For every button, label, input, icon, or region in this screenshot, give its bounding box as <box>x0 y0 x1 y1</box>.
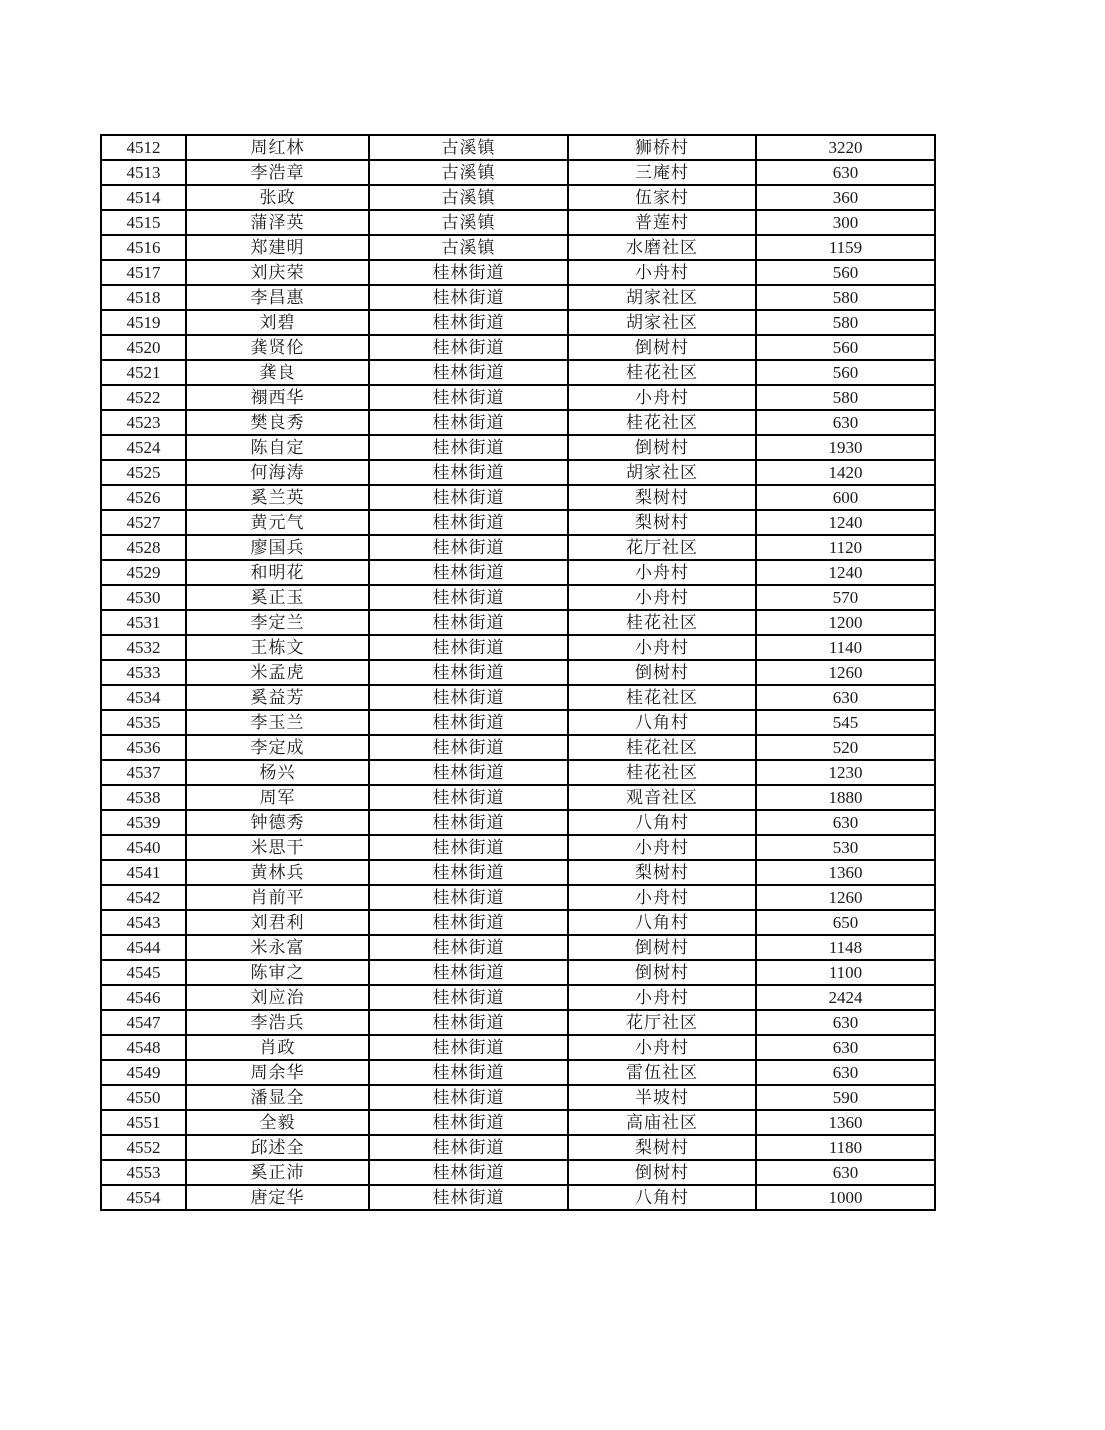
cell-amount: 1240 <box>756 510 935 535</box>
table-row <box>101 260 935 285</box>
cell-name: 奚益芳 <box>186 685 369 710</box>
cell-village: 桂花社区 <box>568 410 756 435</box>
cell-name: 奚兰英 <box>186 485 369 510</box>
cell-id: 4516 <box>101 235 186 260</box>
cell-name: 张政 <box>186 185 369 210</box>
cell-amount: 520 <box>756 735 935 760</box>
cell-amount: 545 <box>756 710 935 735</box>
cell-village: 胡家社区 <box>568 310 756 335</box>
table-row <box>101 135 935 160</box>
cell-name: 刘应治 <box>186 985 369 1010</box>
cell-amount: 1240 <box>756 560 935 585</box>
cell-town: 古溪镇 <box>369 210 568 235</box>
cell-village: 小舟村 <box>568 835 756 860</box>
table-row <box>101 735 935 760</box>
cell-name: 樊良秀 <box>186 410 369 435</box>
table-row <box>101 885 935 910</box>
table-row <box>101 1110 935 1135</box>
cell-town: 古溪镇 <box>369 185 568 210</box>
cell-town: 桂林街道 <box>369 1135 568 1160</box>
cell-village: 倒树村 <box>568 435 756 460</box>
table-row <box>101 185 935 210</box>
cell-name: 黄林兵 <box>186 860 369 885</box>
cell-name: 邱述全 <box>186 1135 369 1160</box>
cell-village: 桂花社区 <box>568 735 756 760</box>
cell-amount: 650 <box>756 910 935 935</box>
cell-name: 李浩兵 <box>186 1010 369 1035</box>
cell-town: 桂林街道 <box>369 535 568 560</box>
cell-town: 桂林街道 <box>369 1185 568 1210</box>
cell-town: 桂林街道 <box>369 260 568 285</box>
cell-village: 桂花社区 <box>568 360 756 385</box>
cell-village: 倒树村 <box>568 660 756 685</box>
cell-amount: 630 <box>756 410 935 435</box>
cell-id: 4517 <box>101 260 186 285</box>
cell-name: 陈自定 <box>186 435 369 460</box>
cell-amount: 1360 <box>756 1110 935 1135</box>
cell-id: 4529 <box>101 560 186 585</box>
cell-amount: 1180 <box>756 1135 935 1160</box>
cell-village: 八角村 <box>568 910 756 935</box>
cell-village: 伍家村 <box>568 185 756 210</box>
cell-village: 小舟村 <box>568 885 756 910</box>
cell-name: 李浩章 <box>186 160 369 185</box>
cell-id: 4526 <box>101 485 186 510</box>
table-row <box>101 760 935 785</box>
cell-amount: 580 <box>756 285 935 310</box>
cell-village: 倒树村 <box>568 335 756 360</box>
cell-village: 高庙社区 <box>568 1110 756 1135</box>
table-row <box>101 1035 935 1060</box>
cell-village: 桂花社区 <box>568 685 756 710</box>
cell-id: 4551 <box>101 1110 186 1135</box>
cell-village: 梨树村 <box>568 1135 756 1160</box>
cell-amount: 1159 <box>756 235 935 260</box>
cell-village: 八角村 <box>568 710 756 735</box>
table-row <box>101 685 935 710</box>
cell-town: 桂林街道 <box>369 1085 568 1110</box>
cell-village: 小舟村 <box>568 385 756 410</box>
table-row <box>101 935 935 960</box>
cell-village: 水磨社区 <box>568 235 756 260</box>
table-row <box>101 810 935 835</box>
cell-name: 何海涛 <box>186 460 369 485</box>
cell-village: 八角村 <box>568 1185 756 1210</box>
cell-village: 小舟村 <box>568 560 756 585</box>
cell-town: 桂林街道 <box>369 560 568 585</box>
table-row <box>101 310 935 335</box>
cell-town: 桂林街道 <box>369 1160 568 1185</box>
cell-town: 桂林街道 <box>369 810 568 835</box>
cell-town: 桂林街道 <box>369 1110 568 1135</box>
table-row <box>101 1135 935 1160</box>
cell-amount: 630 <box>756 810 935 835</box>
cell-village: 花厅社区 <box>568 1010 756 1035</box>
cell-name: 肖前平 <box>186 885 369 910</box>
cell-town: 桂林街道 <box>369 885 568 910</box>
cell-amount: 1930 <box>756 435 935 460</box>
cell-name: 陈审之 <box>186 960 369 985</box>
cell-village: 小舟村 <box>568 985 756 1010</box>
cell-town: 桂林街道 <box>369 610 568 635</box>
cell-id: 4515 <box>101 210 186 235</box>
cell-id: 4539 <box>101 810 186 835</box>
cell-town: 桂林街道 <box>369 1060 568 1085</box>
cell-id: 4525 <box>101 460 186 485</box>
cell-amount: 360 <box>756 185 935 210</box>
table-row <box>101 1185 935 1210</box>
table-row <box>101 860 935 885</box>
cell-name: 米思干 <box>186 835 369 860</box>
table-row <box>101 1060 935 1085</box>
cell-town: 桂林街道 <box>369 710 568 735</box>
cell-town: 桂林街道 <box>369 935 568 960</box>
cell-town: 桂林街道 <box>369 660 568 685</box>
cell-village: 倒树村 <box>568 960 756 985</box>
cell-village: 雷伍社区 <box>568 1060 756 1085</box>
cell-name: 刘君利 <box>186 910 369 935</box>
cell-name: 周红林 <box>186 135 369 160</box>
cell-town: 桂林街道 <box>369 335 568 360</box>
cell-town: 桂林街道 <box>369 385 568 410</box>
cell-town: 桂林街道 <box>369 485 568 510</box>
cell-id: 4548 <box>101 1035 186 1060</box>
cell-amount: 1120 <box>756 535 935 560</box>
cell-id: 4541 <box>101 860 186 885</box>
cell-name: 钟德秀 <box>186 810 369 835</box>
cell-name: 李昌惠 <box>186 285 369 310</box>
table-row <box>101 385 935 410</box>
cell-id: 4542 <box>101 885 186 910</box>
records-table <box>100 134 936 1211</box>
cell-town: 桂林街道 <box>369 410 568 435</box>
cell-amount: 1260 <box>756 660 935 685</box>
cell-town: 古溪镇 <box>369 160 568 185</box>
cell-id: 4536 <box>101 735 186 760</box>
cell-amount: 590 <box>756 1085 935 1110</box>
cell-name: 潘显全 <box>186 1085 369 1110</box>
cell-town: 桂林街道 <box>369 285 568 310</box>
cell-town: 桂林街道 <box>369 1010 568 1035</box>
table-row <box>101 235 935 260</box>
cell-name: 李定兰 <box>186 610 369 635</box>
cell-id: 4519 <box>101 310 186 335</box>
cell-amount: 560 <box>756 360 935 385</box>
cell-village: 小舟村 <box>568 635 756 660</box>
cell-amount: 1140 <box>756 635 935 660</box>
cell-id: 4530 <box>101 585 186 610</box>
cell-town: 桂林街道 <box>369 960 568 985</box>
cell-village: 小舟村 <box>568 585 756 610</box>
cell-amount: 1000 <box>756 1185 935 1210</box>
cell-amount: 1360 <box>756 860 935 885</box>
cell-town: 桂林街道 <box>369 760 568 785</box>
cell-town: 古溪镇 <box>369 235 568 260</box>
table-row <box>101 785 935 810</box>
cell-id: 4522 <box>101 385 186 410</box>
cell-id: 4543 <box>101 910 186 935</box>
cell-village: 普莲村 <box>568 210 756 235</box>
table-row <box>101 1010 935 1035</box>
cell-amount: 530 <box>756 835 935 860</box>
cell-name: 全毅 <box>186 1110 369 1135</box>
cell-town: 桂林街道 <box>369 785 568 810</box>
cell-amount: 580 <box>756 310 935 335</box>
cell-village: 倒树村 <box>568 935 756 960</box>
cell-id: 4528 <box>101 535 186 560</box>
cell-name: 禤西华 <box>186 385 369 410</box>
table-row <box>101 585 935 610</box>
cell-amount: 1100 <box>756 960 935 985</box>
cell-amount: 580 <box>756 385 935 410</box>
cell-id: 4546 <box>101 985 186 1010</box>
cell-id: 4531 <box>101 610 186 635</box>
table-row <box>101 610 935 635</box>
cell-town: 桂林街道 <box>369 860 568 885</box>
cell-name: 龚良 <box>186 360 369 385</box>
table-row <box>101 835 935 860</box>
cell-village: 小舟村 <box>568 1035 756 1060</box>
cell-village: 八角村 <box>568 810 756 835</box>
cell-name: 刘碧 <box>186 310 369 335</box>
cell-town: 桂林街道 <box>369 635 568 660</box>
cell-village: 桂花社区 <box>568 610 756 635</box>
table-row <box>101 635 935 660</box>
cell-village: 小舟村 <box>568 260 756 285</box>
cell-name: 奚正玉 <box>186 585 369 610</box>
table-row <box>101 435 935 460</box>
cell-town: 桂林街道 <box>369 435 568 460</box>
cell-village: 梨树村 <box>568 860 756 885</box>
cell-name: 米永富 <box>186 935 369 960</box>
cell-id: 4538 <box>101 785 186 810</box>
cell-village: 倒树村 <box>568 1160 756 1185</box>
cell-village: 胡家社区 <box>568 460 756 485</box>
cell-id: 4514 <box>101 185 186 210</box>
table-row <box>101 660 935 685</box>
table-row <box>101 360 935 385</box>
cell-name: 唐定华 <box>186 1185 369 1210</box>
cell-name: 王栋文 <box>186 635 369 660</box>
cell-id: 4535 <box>101 710 186 735</box>
cell-amount: 630 <box>756 1060 935 1085</box>
cell-amount: 1230 <box>756 760 935 785</box>
table-row <box>101 1160 935 1185</box>
table-row <box>101 560 935 585</box>
cell-name: 肖政 <box>186 1035 369 1060</box>
table-row <box>101 960 935 985</box>
cell-id: 4544 <box>101 935 186 960</box>
table-row <box>101 910 935 935</box>
cell-name: 周余华 <box>186 1060 369 1085</box>
table-row <box>101 160 935 185</box>
cell-id: 4545 <box>101 960 186 985</box>
cell-town: 桂林街道 <box>369 510 568 535</box>
cell-amount: 630 <box>756 160 935 185</box>
table-row <box>101 335 935 360</box>
cell-town: 桂林街道 <box>369 985 568 1010</box>
cell-id: 4552 <box>101 1135 186 1160</box>
cell-name: 李定成 <box>186 735 369 760</box>
cell-id: 4554 <box>101 1185 186 1210</box>
cell-village: 花厅社区 <box>568 535 756 560</box>
cell-town: 桂林街道 <box>369 735 568 760</box>
cell-amount: 570 <box>756 585 935 610</box>
cell-name: 刘庆荣 <box>186 260 369 285</box>
cell-name: 龚贤伦 <box>186 335 369 360</box>
table-row <box>101 460 935 485</box>
cell-village: 梨树村 <box>568 510 756 535</box>
table-row <box>101 710 935 735</box>
cell-amount: 2424 <box>756 985 935 1010</box>
cell-amount: 300 <box>756 210 935 235</box>
cell-id: 4547 <box>101 1010 186 1035</box>
cell-id: 4523 <box>101 410 186 435</box>
cell-name: 和明花 <box>186 560 369 585</box>
cell-name: 蒲泽英 <box>186 210 369 235</box>
cell-name: 杨兴 <box>186 760 369 785</box>
cell-id: 4540 <box>101 835 186 860</box>
cell-village: 胡家社区 <box>568 285 756 310</box>
cell-town: 桂林街道 <box>369 360 568 385</box>
cell-name: 廖国兵 <box>186 535 369 560</box>
table-row <box>101 985 935 1010</box>
cell-amount: 600 <box>756 485 935 510</box>
cell-village: 桂花社区 <box>568 760 756 785</box>
cell-id: 4537 <box>101 760 186 785</box>
cell-amount: 560 <box>756 335 935 360</box>
cell-id: 4532 <box>101 635 186 660</box>
cell-name: 黄元气 <box>186 510 369 535</box>
cell-name: 米孟虎 <box>186 660 369 685</box>
cell-amount: 630 <box>756 1035 935 1060</box>
cell-id: 4553 <box>101 1160 186 1185</box>
cell-amount: 1260 <box>756 885 935 910</box>
table-row <box>101 285 935 310</box>
cell-amount: 630 <box>756 1160 935 1185</box>
cell-amount: 3220 <box>756 135 935 160</box>
table-row <box>101 1085 935 1110</box>
cell-id: 4524 <box>101 435 186 460</box>
table-row <box>101 210 935 235</box>
cell-amount: 1148 <box>756 935 935 960</box>
cell-id: 4549 <box>101 1060 186 1085</box>
cell-id: 4520 <box>101 335 186 360</box>
cell-id: 4512 <box>101 135 186 160</box>
cell-town: 古溪镇 <box>369 135 568 160</box>
cell-id: 4513 <box>101 160 186 185</box>
table-row <box>101 510 935 535</box>
cell-id: 4518 <box>101 285 186 310</box>
table-row <box>101 410 935 435</box>
cell-name: 奚正沛 <box>186 1160 369 1185</box>
cell-village: 狮桥村 <box>568 135 756 160</box>
cell-amount: 1880 <box>756 785 935 810</box>
cell-town: 桂林街道 <box>369 310 568 335</box>
cell-town: 桂林街道 <box>369 1035 568 1060</box>
cell-village: 梨树村 <box>568 485 756 510</box>
cell-id: 4527 <box>101 510 186 535</box>
cell-amount: 560 <box>756 260 935 285</box>
cell-amount: 1420 <box>756 460 935 485</box>
cell-town: 桂林街道 <box>369 910 568 935</box>
records-table-body <box>101 135 935 1210</box>
cell-amount: 1200 <box>756 610 935 635</box>
cell-village: 半坡村 <box>568 1085 756 1110</box>
cell-town: 桂林街道 <box>369 685 568 710</box>
cell-village: 观音社区 <box>568 785 756 810</box>
cell-town: 桂林街道 <box>369 460 568 485</box>
cell-town: 桂林街道 <box>369 835 568 860</box>
cell-id: 4550 <box>101 1085 186 1110</box>
cell-town: 桂林街道 <box>369 585 568 610</box>
cell-name: 周军 <box>186 785 369 810</box>
cell-name: 郑建明 <box>186 235 369 260</box>
cell-amount: 630 <box>756 685 935 710</box>
cell-id: 4521 <box>101 360 186 385</box>
cell-id: 4534 <box>101 685 186 710</box>
cell-amount: 630 <box>756 1010 935 1035</box>
cell-village: 三庵村 <box>568 160 756 185</box>
table-row <box>101 535 935 560</box>
cell-name: 李玉兰 <box>186 710 369 735</box>
cell-id: 4533 <box>101 660 186 685</box>
table-row <box>101 485 935 510</box>
